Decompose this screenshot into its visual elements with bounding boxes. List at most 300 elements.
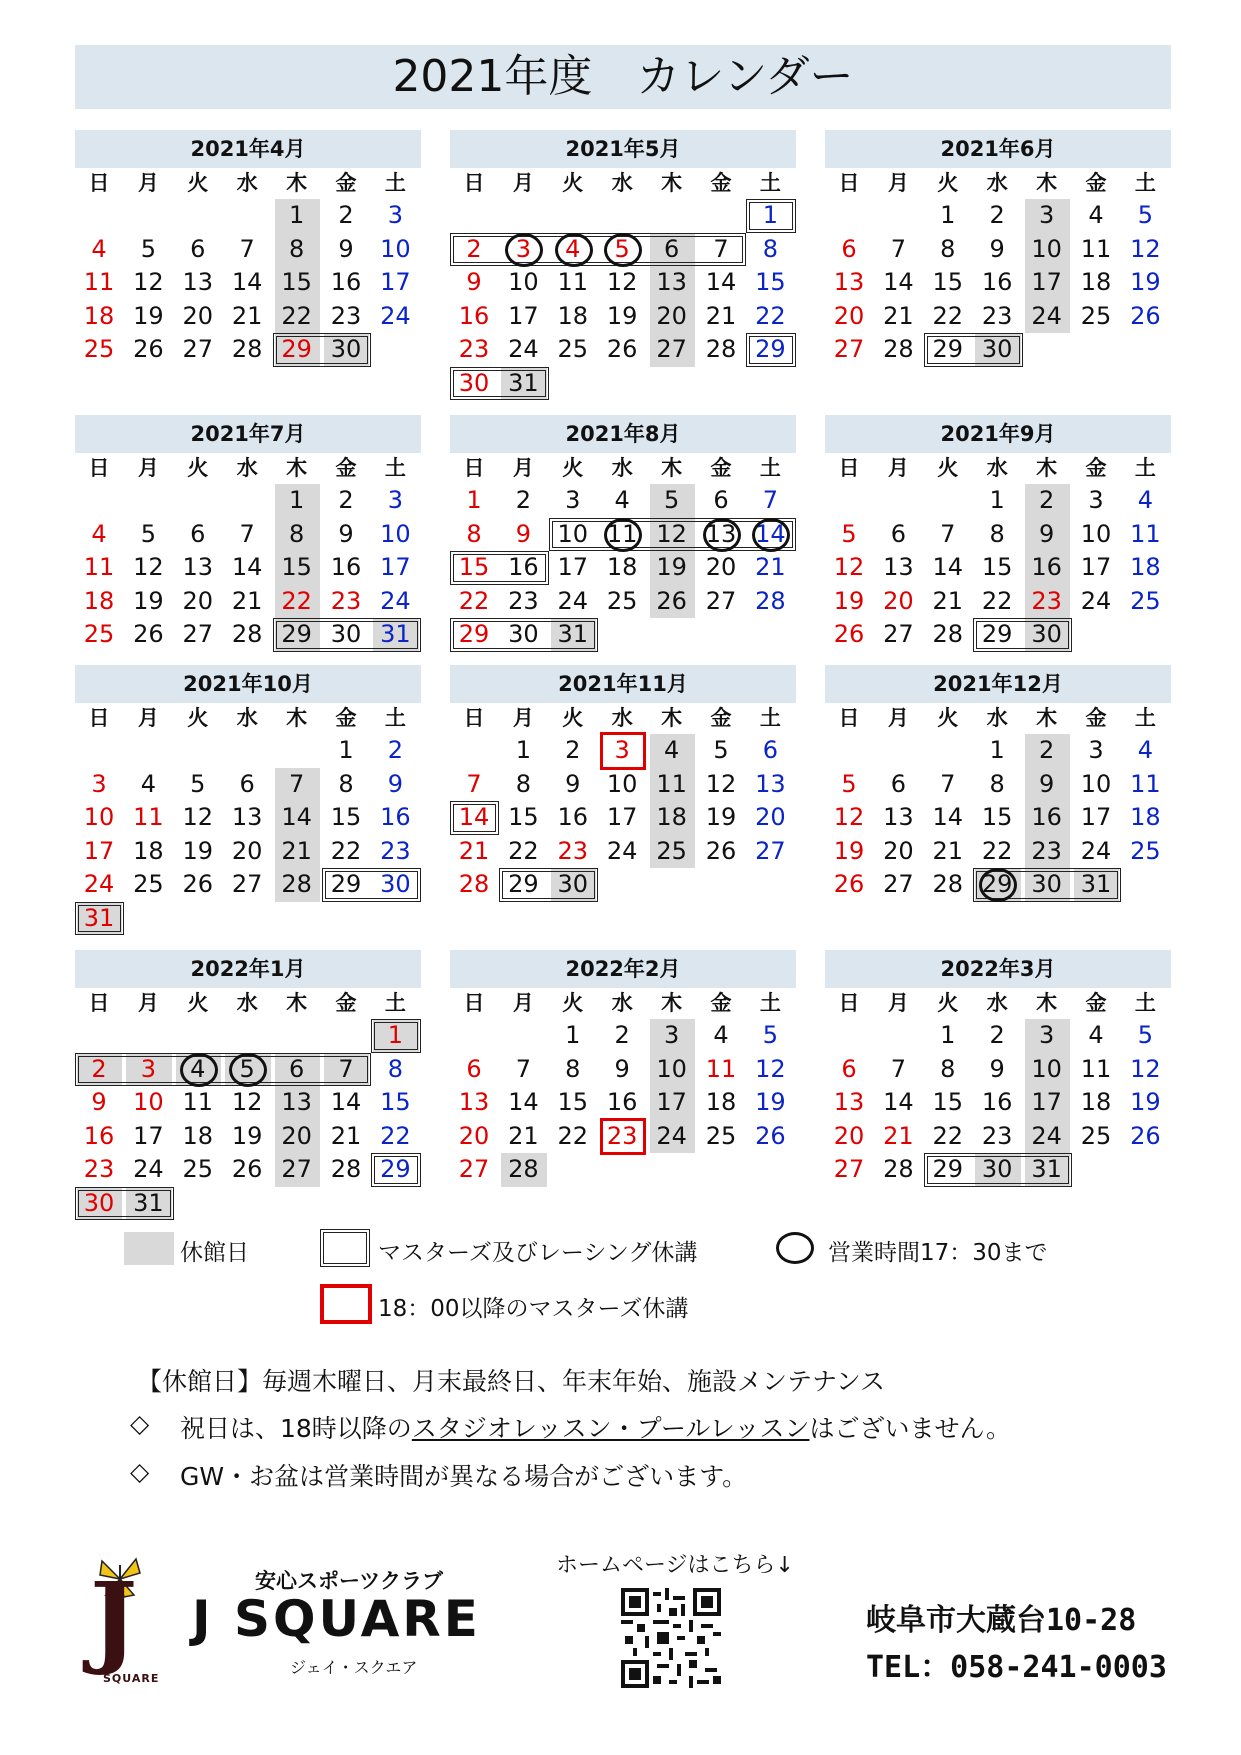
day-cell: 20 (755, 803, 786, 831)
day-cell: 23 (557, 836, 589, 865)
weekday-label: 火 (937, 991, 959, 1015)
day-cell: 17 (606, 803, 638, 831)
day-cell: 30 (380, 870, 411, 898)
short-hours-circle (180, 1053, 218, 1087)
weekday-label: 水 (236, 456, 258, 480)
month-title: 2021年7月 (75, 415, 421, 453)
day-cell: 28 (883, 335, 914, 363)
day-cell: 28 (932, 870, 964, 898)
day-cell: 21 (705, 301, 737, 330)
day-cell: 9 (614, 1054, 630, 1083)
weekday-label: 水 (611, 456, 633, 480)
weekday-label: 土 (1134, 456, 1156, 480)
day-cell: 21 (231, 301, 263, 330)
day-cell: 4 (190, 1054, 206, 1083)
day-cell: 18 (83, 586, 115, 615)
brand-tagline: 安心スポーツクラブ (255, 1568, 443, 1593)
day-cell: 8 (288, 234, 305, 263)
day-cell: 30 (330, 335, 362, 363)
weekday-label: 土 (759, 171, 781, 195)
weekday-label: 木 (661, 991, 683, 1015)
day-cell: 1 (288, 201, 305, 229)
weekday-label: 月 (137, 706, 159, 730)
day-cell: 14 (281, 803, 312, 831)
weekday-label: 火 (187, 991, 209, 1015)
weekday-label: 水 (611, 171, 633, 195)
day-cell: 9 (338, 519, 354, 548)
weekday-label: 月 (137, 991, 159, 1015)
day-cell: 9 (565, 769, 581, 798)
day-cell: 31 (380, 620, 411, 648)
weekday-label: 土 (759, 456, 781, 480)
weekday-label: 水 (986, 456, 1008, 480)
day-cell: 15 (557, 1088, 589, 1116)
weekday-label: 水 (986, 171, 1008, 195)
day-cell: 14 (705, 268, 737, 296)
day-cell: 23 (981, 301, 1013, 330)
day-cell: 15 (458, 553, 490, 581)
day-cell: 18 (1080, 1088, 1112, 1116)
day-cell: 17 (656, 1088, 687, 1116)
day-cell: 14 (883, 268, 914, 296)
masters-closure-frame (75, 902, 124, 936)
day-cell: 28 (508, 1155, 539, 1183)
day-cell: 19 (133, 586, 164, 615)
day-cell: 6 (890, 769, 907, 798)
day-cell: 10 (1031, 1054, 1062, 1083)
day-cell: 20 (656, 301, 687, 330)
day-cell: 20 (231, 836, 263, 865)
day-cell: 27 (755, 836, 786, 865)
weekday-label: 水 (236, 171, 258, 195)
day-cell: 20 (182, 301, 214, 330)
weekday-label: 日 (463, 456, 485, 480)
day-cell: 23 (1031, 586, 1062, 615)
day-cell: 4 (140, 769, 157, 798)
brand-name: J SQUARE (192, 1590, 481, 1648)
day-cell: 7 (890, 234, 907, 263)
weekday-label: 日 (463, 171, 485, 195)
day-cell: 17 (133, 1121, 164, 1150)
day-cell: 5 (762, 1021, 779, 1049)
logo-letter: J (90, 1560, 138, 1678)
note-holiday (180, 1409, 1011, 1445)
masters-closure-frame (450, 618, 598, 652)
day-cell: 1 (940, 1021, 956, 1049)
day-cell: 27 (182, 620, 214, 648)
day-cell: 1 (565, 1021, 581, 1049)
day-cell: 17 (557, 553, 589, 581)
day-cell: 6 (663, 234, 680, 263)
day-cell: 1 (989, 736, 1005, 764)
short-hours-circle (505, 233, 543, 267)
month-title: 2021年4月 (75, 130, 421, 168)
day-cell: 2 (1038, 486, 1055, 514)
day-cell: 1 (989, 486, 1005, 514)
day-cell: 20 (281, 1121, 312, 1150)
day-cell: 8 (565, 1054, 581, 1083)
day-cell: 3 (387, 486, 404, 514)
day-cell: 9 (1038, 769, 1055, 798)
weekday-label: 火 (562, 991, 584, 1015)
day-cell: 9 (387, 769, 404, 798)
short-hours-circle (703, 518, 741, 552)
day-cell: 8 (762, 234, 779, 263)
weekday-label: 金 (1085, 991, 1107, 1015)
day-cell: 4 (565, 234, 581, 263)
day-cell: 10 (380, 519, 411, 548)
day-cell: 6 (762, 736, 779, 764)
weekday-label: 日 (838, 171, 860, 195)
weekday-label: 金 (710, 706, 732, 730)
day-cell: 24 (1080, 586, 1112, 615)
weekday-label: 木 (286, 171, 308, 195)
day-cell: 21 (883, 301, 914, 330)
day-cell: 21 (755, 553, 786, 581)
qr-code[interactable] (621, 1588, 721, 1688)
legend-hours-label: 営業時間17：30まで (828, 1240, 1048, 1266)
day-cell: 30 (1031, 870, 1062, 898)
day-cell: 15 (330, 803, 362, 831)
day-cell: 6 (841, 1054, 857, 1083)
day-cell: 2 (614, 1021, 630, 1049)
weekday-label: 金 (1085, 171, 1107, 195)
day-cell: 13 (281, 1088, 312, 1116)
day-cell: 16 (606, 1088, 638, 1116)
day-cell: 9 (338, 234, 354, 263)
day-cell: 5 (140, 519, 157, 548)
day-cell: 14 (231, 553, 263, 581)
day-cell: 31 (133, 1188, 164, 1217)
day-cell: 2 (338, 201, 354, 229)
day-cell: 10 (1031, 234, 1062, 263)
weekday-label: 土 (1134, 991, 1156, 1015)
day-cell: 31 (1080, 870, 1112, 898)
day-cell: 14 (932, 553, 964, 581)
day-cell: 6 (239, 769, 255, 798)
day-cell: 29 (508, 870, 539, 898)
day-cell: 28 (705, 335, 737, 363)
weekday-label: 月 (887, 171, 909, 195)
day-cell: 27 (833, 335, 865, 363)
day-cell: 10 (606, 769, 638, 798)
day-cell: 13 (755, 769, 786, 798)
masters-closure-frame (450, 367, 549, 401)
day-cell: 2 (466, 234, 482, 263)
day-cell: 4 (713, 1021, 729, 1049)
day-cell: 17 (1080, 553, 1112, 581)
day-cell: 17 (380, 268, 411, 296)
note-holiday-underlined: スタジオレッスン・プールレッスン (411, 1414, 810, 1443)
weekday-label: 木 (661, 706, 683, 730)
day-cell: 23 (508, 586, 539, 615)
day-cell: 14 (330, 1088, 362, 1116)
day-cell: 6 (713, 486, 729, 514)
masters-closure-frame (450, 801, 499, 835)
weekday-label: 水 (236, 991, 258, 1015)
day-cell: 1 (466, 486, 482, 514)
day-cell: 17 (83, 836, 115, 865)
day-cell: 19 (1130, 1088, 1161, 1116)
day-cell: 12 (182, 803, 214, 831)
day-cell: 22 (380, 1121, 411, 1150)
day-cell: 12 (833, 803, 865, 831)
day-cell: 31 (83, 903, 115, 932)
day-cell: 13 (705, 519, 737, 548)
day-cell: 24 (1031, 1121, 1062, 1150)
day-cell: 7 (515, 1054, 532, 1083)
day-cell: 15 (281, 553, 312, 581)
weekday-label: 日 (838, 991, 860, 1015)
day-cell: 31 (508, 368, 539, 397)
day-cell: 29 (981, 620, 1013, 648)
day-cell: 9 (515, 519, 532, 548)
weekday-label: 月 (137, 171, 159, 195)
day-cell: 7 (762, 486, 779, 514)
weekday-label: 木 (286, 706, 308, 730)
weekday-label: 水 (986, 706, 1008, 730)
day-cell: 23 (606, 1121, 638, 1150)
day-cell: 16 (557, 803, 589, 831)
day-cell: 7 (940, 519, 956, 548)
day-cell: 3 (565, 486, 581, 514)
day-cell: 19 (656, 553, 687, 581)
legend-after18-swatch (320, 1284, 372, 1324)
day-cell: 10 (508, 268, 539, 296)
weekday-label: 木 (661, 171, 683, 195)
day-cell: 12 (133, 553, 164, 581)
day-cell: 28 (281, 870, 312, 898)
day-cell: 8 (387, 1054, 404, 1083)
day-cell: 18 (83, 301, 115, 330)
day-cell: 23 (1031, 836, 1062, 865)
day-cell: 16 (330, 553, 362, 581)
day-cell: 20 (833, 301, 865, 330)
weekday-label: 木 (1036, 706, 1058, 730)
day-cell: 25 (83, 620, 115, 648)
day-cell: 5 (1137, 1021, 1154, 1049)
day-cell: 1 (762, 201, 779, 229)
weekday-label: 月 (887, 706, 909, 730)
day-cell: 11 (83, 268, 115, 296)
day-cell: 26 (656, 586, 687, 615)
weekday-label: 月 (887, 991, 909, 1015)
day-cell: 14 (458, 803, 490, 831)
day-cell: 2 (338, 486, 354, 514)
weekday-label: 金 (710, 171, 732, 195)
day-cell: 29 (932, 1155, 964, 1183)
day-cell: 26 (833, 870, 865, 898)
day-cell: 27 (833, 1155, 865, 1183)
day-cell: 4 (1088, 1021, 1104, 1049)
day-cell: 6 (190, 234, 206, 263)
day-cell: 3 (1038, 201, 1055, 229)
day-cell: 19 (833, 836, 865, 865)
short-hours-circle (604, 233, 642, 267)
legend-closed-label: 休館日 (180, 1240, 249, 1266)
day-cell: 27 (231, 870, 263, 898)
day-cell: 8 (338, 769, 354, 798)
day-cell: 7 (338, 1054, 354, 1083)
day-cell: 18 (182, 1121, 214, 1150)
day-cell: 2 (387, 736, 404, 764)
day-cell: 8 (989, 769, 1005, 798)
day-cell: 11 (83, 553, 115, 581)
day-cell: 11 (133, 803, 164, 831)
day-cell: 26 (606, 335, 638, 363)
weekday-label: 火 (187, 706, 209, 730)
day-cell: 11 (606, 519, 638, 548)
weekday-label: 木 (286, 456, 308, 480)
day-cell: 22 (508, 836, 539, 865)
day-cell: 8 (989, 519, 1005, 548)
day-cell: 20 (705, 553, 737, 581)
day-cell: 21 (458, 836, 490, 865)
day-cell: 5 (841, 519, 857, 548)
masters-closure-frame (973, 618, 1072, 652)
day-cell: 3 (91, 769, 107, 798)
weekday-label: 木 (661, 456, 683, 480)
day-cell: 2 (1038, 736, 1055, 764)
day-cell: 23 (83, 1155, 115, 1183)
page-title-bar (75, 45, 1171, 109)
day-cell: 11 (1080, 1054, 1112, 1083)
day-cell: 10 (83, 803, 115, 831)
weekday-label: 日 (88, 706, 110, 730)
masters-closure-frame (371, 1153, 420, 1187)
day-cell: 18 (656, 803, 687, 831)
day-cell: 10 (380, 234, 411, 263)
day-cell: 7 (288, 769, 305, 798)
day-cell: 18 (1130, 553, 1161, 581)
day-cell: 22 (932, 301, 964, 330)
day-cell: 24 (133, 1155, 164, 1183)
short-hours-circle (604, 518, 642, 552)
day-cell: 5 (614, 234, 630, 263)
day-cell: 7 (466, 769, 482, 798)
day-cell: 19 (833, 586, 865, 615)
day-cell: 27 (705, 586, 737, 615)
month-title: 2021年9月 (825, 415, 1171, 453)
day-cell: 25 (1130, 836, 1161, 865)
masters-closure-frame (746, 333, 795, 367)
weekday-label: 火 (187, 171, 209, 195)
day-cell: 12 (133, 268, 164, 296)
day-cell: 13 (231, 803, 263, 831)
day-cell: 3 (515, 234, 532, 263)
day-cell: 2 (91, 1054, 107, 1083)
day-cell: 18 (133, 836, 164, 865)
day-cell: 27 (883, 620, 914, 648)
day-cell: 8 (515, 769, 532, 798)
month-title: 2022年3月 (825, 950, 1171, 988)
weekday-label: 金 (710, 456, 732, 480)
day-cell: 14 (508, 1088, 539, 1116)
day-cell: 11 (182, 1088, 214, 1116)
day-cell: 14 (932, 803, 964, 831)
masters-closure-frame (371, 1019, 420, 1053)
day-cell: 2 (565, 736, 581, 764)
day-cell: 26 (1130, 301, 1161, 330)
masters-closure-frame (322, 868, 421, 902)
weekday-label: 火 (562, 456, 584, 480)
day-cell: 8 (288, 519, 305, 548)
day-cell: 30 (557, 870, 589, 898)
phone-number[interactable]: TEL：058-241-0003 (866, 1650, 1167, 1685)
weekday-label: 木 (1036, 456, 1058, 480)
note-bullet-gw: ◇ (130, 1457, 150, 1486)
weekday-label: 火 (187, 456, 209, 480)
day-cell: 26 (755, 1121, 786, 1150)
day-cell: 9 (91, 1088, 107, 1116)
day-cell: 24 (380, 301, 411, 330)
day-cell: 26 (133, 620, 164, 648)
weekday-label: 土 (384, 991, 406, 1015)
masters-closure-frame (273, 618, 421, 652)
day-cell: 19 (133, 301, 164, 330)
page-title: 2021年度 カレンダー (392, 51, 854, 102)
day-cell: 18 (557, 301, 589, 330)
masters-closure-frame (450, 233, 746, 267)
month-title: 2021年6月 (825, 130, 1171, 168)
month-title: 2021年12月 (825, 665, 1171, 703)
day-cell: 29 (458, 620, 490, 648)
day-cell: 5 (713, 736, 729, 764)
day-cell: 27 (656, 335, 687, 363)
day-cell: 5 (841, 769, 857, 798)
day-cell: 14 (755, 519, 786, 548)
day-cell: 16 (1031, 553, 1062, 581)
weekday-label: 日 (88, 171, 110, 195)
day-cell: 3 (663, 1021, 680, 1049)
day-cell: 27 (883, 870, 914, 898)
weekday-label: 金 (1085, 456, 1107, 480)
day-cell: 27 (182, 335, 214, 363)
note-bullet-holiday: ◇ (130, 1409, 150, 1438)
day-cell: 25 (557, 335, 589, 363)
day-cell: 6 (466, 1054, 482, 1083)
short-hours-circle (752, 518, 790, 552)
day-cell: 5 (1137, 201, 1154, 229)
day-cell: 25 (83, 335, 115, 363)
day-cell: 22 (330, 836, 362, 865)
month-title: 2022年1月 (75, 950, 421, 988)
weekday-label: 土 (384, 456, 406, 480)
masters-closure-frame (75, 1053, 371, 1087)
legend-hours-circle (776, 1232, 814, 1264)
weekday-label: 水 (986, 991, 1008, 1015)
short-hours-circle (229, 1053, 267, 1087)
day-cell: 5 (190, 769, 206, 798)
day-cell: 25 (606, 586, 638, 615)
day-cell: 30 (981, 335, 1013, 363)
masters-closure-frame (924, 333, 1023, 367)
day-cell: 16 (83, 1121, 115, 1150)
weekday-label: 火 (937, 706, 959, 730)
month-title: 2021年11月 (450, 665, 796, 703)
day-cell: 6 (841, 234, 857, 263)
day-cell: 4 (1137, 486, 1154, 514)
day-cell: 15 (281, 268, 312, 296)
day-cell: 9 (989, 234, 1005, 263)
day-cell: 20 (883, 836, 914, 865)
weekday-label: 金 (335, 991, 357, 1015)
masters-closure-frame (746, 199, 795, 233)
day-cell: 11 (1130, 519, 1161, 548)
day-cell: 19 (182, 836, 214, 865)
day-cell: 2 (989, 201, 1005, 229)
day-cell: 24 (1031, 301, 1062, 330)
